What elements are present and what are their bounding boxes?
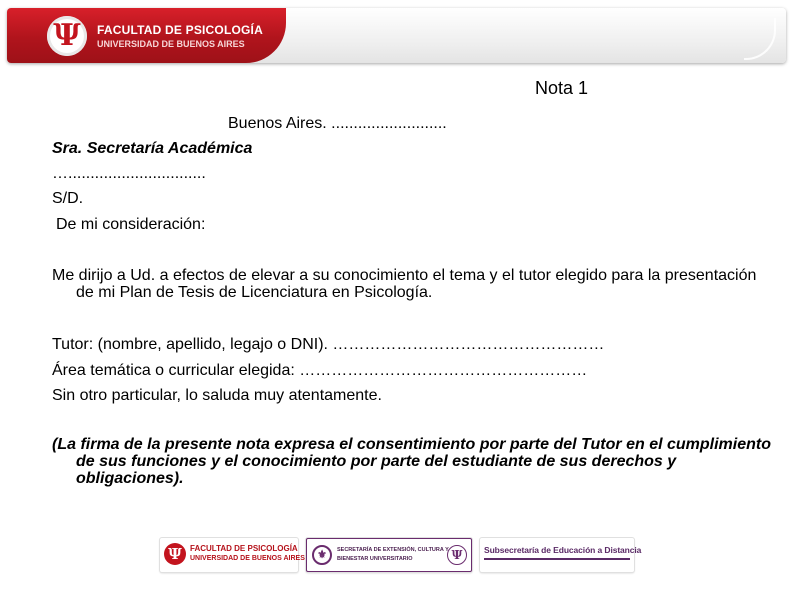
header-brand-panel xyxy=(7,8,286,63)
greeting: De mi consideración: xyxy=(56,216,206,233)
closing-line: Sin otro particular, lo saluda muy atentamente. xyxy=(52,387,382,404)
secretaria-emblem-icon: ⚜ xyxy=(312,545,332,565)
footer-subsecretaria-underline xyxy=(484,558,630,560)
footer-subsecretaria-logo xyxy=(480,538,642,572)
footer-faculty-line1: FACULTAD DE PSICOLOGÍA xyxy=(190,544,298,553)
tutor-line: Tutor: (nombre, apellido, legajo o DNI). …………………………………………… xyxy=(52,336,605,353)
footer-faculty-line2: UNIVERSIDAD DE BUENOS AIRES xyxy=(190,555,305,562)
footer-secretaria-logo xyxy=(306,538,472,572)
header-banner xyxy=(7,8,786,63)
psi-logo-icon: Ψ xyxy=(47,16,87,56)
university-subtitle: UNIVERSIDAD DE BUENOS AIRES xyxy=(97,39,245,49)
faculty-title: FACULTAD DE PSICOLOGÍA xyxy=(97,23,263,37)
footer-secretaria-line2: BIENESTAR UNIVERSITARIO xyxy=(337,556,413,562)
footer-faculty-logo xyxy=(160,538,305,572)
recipient-name-blank: …............................... xyxy=(52,165,206,182)
note-title: Nota 1 xyxy=(535,78,589,98)
psi-icon: Ψ xyxy=(447,545,467,565)
sd-line: S/D. xyxy=(52,190,84,207)
place-date-line: Buenos Aires. .......................... xyxy=(228,115,447,132)
recipient: Sra. Secretaría Académica xyxy=(52,140,253,157)
area-line: Área temática o curricular elegida: ……………………………………………… xyxy=(52,362,588,379)
body-paragraph: Me dirijo a Ud. a efectos de elevar a su conocimiento el tema y el tutor elegido para la presentación de mi Plan de Tesis de Licenciatura en Psicología. xyxy=(52,267,757,301)
footer-secretaria-line1: SECRETARÍA DE EXTENSIÓN, CULTURA Y xyxy=(337,547,449,553)
disclaimer-paragraph: (La firma de la presente nota expresa el consentimiento por parte del Tutor en el cumplimiento de sus funciones y el conocimiento por parte del estudiante de sus derechos y obligaciones). xyxy=(52,436,771,487)
footer-subsecretaria-text: Subsecretaría de Educación a Distancia xyxy=(484,545,642,555)
psi-icon: Ψ xyxy=(164,543,186,565)
header-decoration xyxy=(744,18,776,60)
